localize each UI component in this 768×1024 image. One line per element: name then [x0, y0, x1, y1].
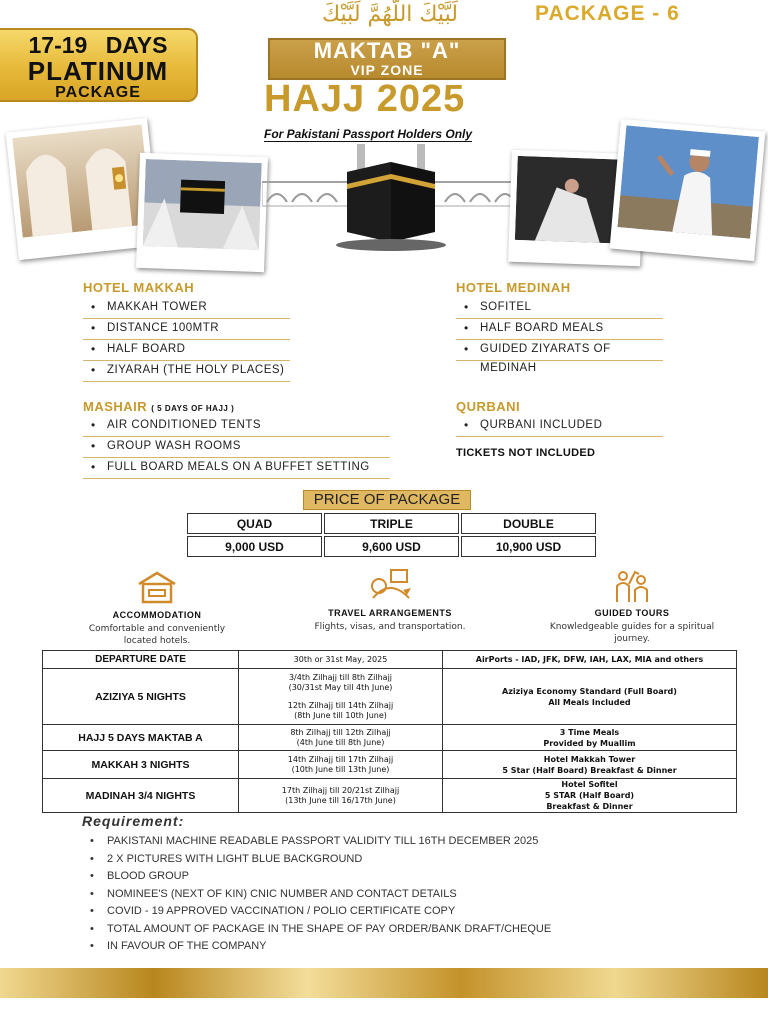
- kaaba-graphic: [262, 142, 520, 252]
- table-row: [43, 751, 737, 779]
- detail-line: Provided by Muallim: [543, 738, 636, 748]
- detail-line: Aziziya Economy Standard (Full Board): [502, 686, 677, 696]
- qurbani-list: [456, 416, 663, 437]
- list-item: • TOTAL AMOUNT OF PACKAGE IN THE SHAPE OF PAY ORDER/BANK DRAFT/CHEQUE: [90, 921, 551, 939]
- package-badge: [0, 28, 198, 102]
- list-item: • HALF BOARD: [83, 340, 290, 361]
- price-header-triple: TRIPLE: [324, 513, 459, 534]
- date-line: 12th Zilhajj till 14th Zilhajj: [287, 700, 394, 710]
- date-line: (4th June till 8th June): [296, 737, 385, 747]
- badge-days: 17-19 DAYS: [28, 32, 168, 58]
- feature-travel: [295, 568, 485, 633]
- requirements-list: [90, 833, 551, 956]
- travel-icon: [365, 568, 415, 604]
- detail-line: Breakfast & Dinner: [546, 802, 633, 811]
- list-item: • PAKISTANI MACHINE READABLE PASSPORT VALIDITY TILL 16TH DECEMBER 2025: [90, 833, 551, 851]
- price-table: [185, 511, 598, 559]
- airports: AirPorts - IAD, JFK, DFW, IAH, LAX, MIA and others: [443, 651, 737, 669]
- badge-tier: PLATINUM: [27, 56, 169, 86]
- table-row: [187, 536, 596, 557]
- price-header-double: DOUBLE: [461, 513, 596, 534]
- hotel-makkah-heading: HOTEL MAKKAH: [83, 280, 195, 295]
- hotel-medinah-list: [456, 298, 663, 374]
- feature-title: TRAVEL ARRANGEMENTS: [328, 608, 452, 618]
- table-row: [43, 779, 737, 813]
- price-triple: 9,600 USD: [324, 536, 459, 557]
- mashair-title: MASHAIR: [83, 399, 148, 414]
- list-item: • BLOOD GROUP: [90, 868, 551, 886]
- page-subtitle: For Pakistani Passport Holders Only: [264, 127, 473, 141]
- detail-line: 3 Time Meals: [559, 727, 620, 737]
- feature-title: ACCOMMODATION: [112, 610, 202, 620]
- feature-title: GUIDED TOURS: [594, 608, 670, 618]
- date-line: (10th June till 13th June): [291, 764, 390, 774]
- detail-line: All Meals Included: [548, 697, 631, 707]
- list-item: • GUIDED ZIYARATS OF MEDINAH: [456, 340, 663, 361]
- list-item: • AIR CONDITIONED TENTS: [83, 416, 390, 437]
- requirements-heading: Requirement:: [82, 813, 185, 829]
- stage-dates: [239, 751, 443, 779]
- date-line: 3/4th Zilhajj till 8th Zilhajj: [288, 672, 393, 682]
- photo-pilgrim-dua: [610, 119, 766, 261]
- list-item: • QURBANI INCLUDED: [456, 416, 663, 437]
- stage: MADINAH 3/4 NIGHTS: [43, 779, 239, 813]
- mashair-heading: [83, 399, 234, 414]
- stage-details: [443, 779, 737, 813]
- stage: AZIZIYA 5 NIGHTS: [43, 669, 239, 725]
- stage-dates: [239, 669, 443, 725]
- hotel-makkah-list: [83, 298, 290, 382]
- date-line: 14th Zilhajj till 17th Zilhajj: [287, 754, 394, 764]
- date-line: 8th Zilhajj till 12th Zilhajj: [290, 727, 391, 737]
- date-line: (13th June till 16/17th June): [285, 795, 396, 805]
- stage-details: [443, 751, 737, 779]
- price-header-quad: QUAD: [187, 513, 322, 534]
- stage-dates: [239, 725, 443, 751]
- feature-desc: Knowledgeable guides for a spiritual journey.: [549, 622, 715, 644]
- list-item: • IN FAVOUR OF THE COMPANY: [90, 938, 551, 956]
- list-item: • ZIYARAH (THE HOLY PLACES): [83, 361, 290, 382]
- list-item: • SOFITEL: [456, 298, 663, 319]
- list-item: • 2 X PICTURES WITH LIGHT BLUE BACKGROUND: [90, 851, 551, 869]
- mashair-note: ( 5 DAYS OF HAJJ ): [151, 404, 235, 413]
- page-title: HAJJ 2025: [264, 78, 466, 120]
- list-item: • FULL BOARD MEALS ON A BUFFET SETTING: [83, 458, 390, 479]
- labbaik-calligraphy: لَبَّيْكَ اللَّهُمَّ لَبَّيْكَ: [322, 2, 458, 27]
- feature-accommodation: [62, 570, 252, 647]
- price-double: 10,900 USD: [461, 536, 596, 557]
- tickets-note: TICKETS NOT INCLUDED: [456, 447, 596, 459]
- itinerary-table: [42, 650, 737, 813]
- stage: HAJJ 5 DAYS MAKTAB A: [43, 725, 239, 751]
- qurbani-heading: QURBANI: [456, 399, 521, 414]
- price-heading: PRICE OF PACKAGE: [303, 490, 471, 510]
- list-item: • HALF BOARD MEALS: [456, 319, 663, 340]
- detail-line: Hotel Sofitel: [561, 780, 618, 789]
- maktab-zone: VIP ZONE: [350, 62, 424, 78]
- date-line: (30/31st May till 4th June): [288, 682, 393, 692]
- date-line: (8th June till 10th June): [294, 710, 387, 720]
- table-row: [43, 669, 737, 725]
- guide-icon: [609, 568, 655, 604]
- stage-details: [443, 669, 737, 725]
- departure-label: DEPARTURE DATE: [43, 651, 239, 669]
- detail-line: Hotel Makkah Tower: [543, 754, 636, 764]
- stage: MAKKAH 3 NIGHTS: [43, 751, 239, 779]
- hotel-icon: [135, 570, 179, 604]
- feature-desc: Comfortable and conveniently located hotels.: [88, 624, 226, 646]
- list-item: • DISTANCE 100MTR: [83, 319, 290, 340]
- detail-line: 5 Star (Half Board) Breakfast & Dinner: [502, 765, 677, 775]
- feature-desc: Flights, visas, and transportation.: [314, 622, 466, 632]
- hotel-medinah-heading: HOTEL MEDINAH: [456, 280, 571, 295]
- maktab-banner: [268, 38, 506, 80]
- mashair-list: [83, 416, 390, 479]
- photo-pilgrims-prayer: [136, 153, 268, 272]
- list-item: • COVID - 19 APPROVED VACCINATION / POLIO CERTIFICATE COPY: [90, 903, 551, 921]
- package-number: PACKAGE - 6: [535, 2, 680, 25]
- date-line: 17th Zilhajj till 20/21st Zilhajj: [281, 785, 400, 795]
- table-row: [187, 513, 596, 534]
- stage-details: [443, 725, 737, 751]
- price-quad: 9,000 USD: [187, 536, 322, 557]
- footer-gold-bar: [0, 968, 768, 998]
- list-item: • NOMINEE'S (NEXT OF KIN) CNIC NUMBER AND CONTACT DETAILS: [90, 886, 551, 904]
- table-row: [43, 651, 737, 669]
- list-item: • MAKKAH TOWER: [83, 298, 290, 319]
- detail-line: 5 STAR (Half Board): [544, 791, 635, 800]
- badge-label: PACKAGE: [55, 84, 141, 101]
- stage-dates: [239, 779, 443, 813]
- maktab-title: MAKTAB "A": [313, 38, 461, 63]
- departure-date: 30th or 31st May, 2025: [239, 651, 443, 669]
- list-item: • GROUP WASH ROOMS: [83, 437, 390, 458]
- feature-guided-tours: [537, 568, 727, 645]
- table-row: [43, 725, 737, 751]
